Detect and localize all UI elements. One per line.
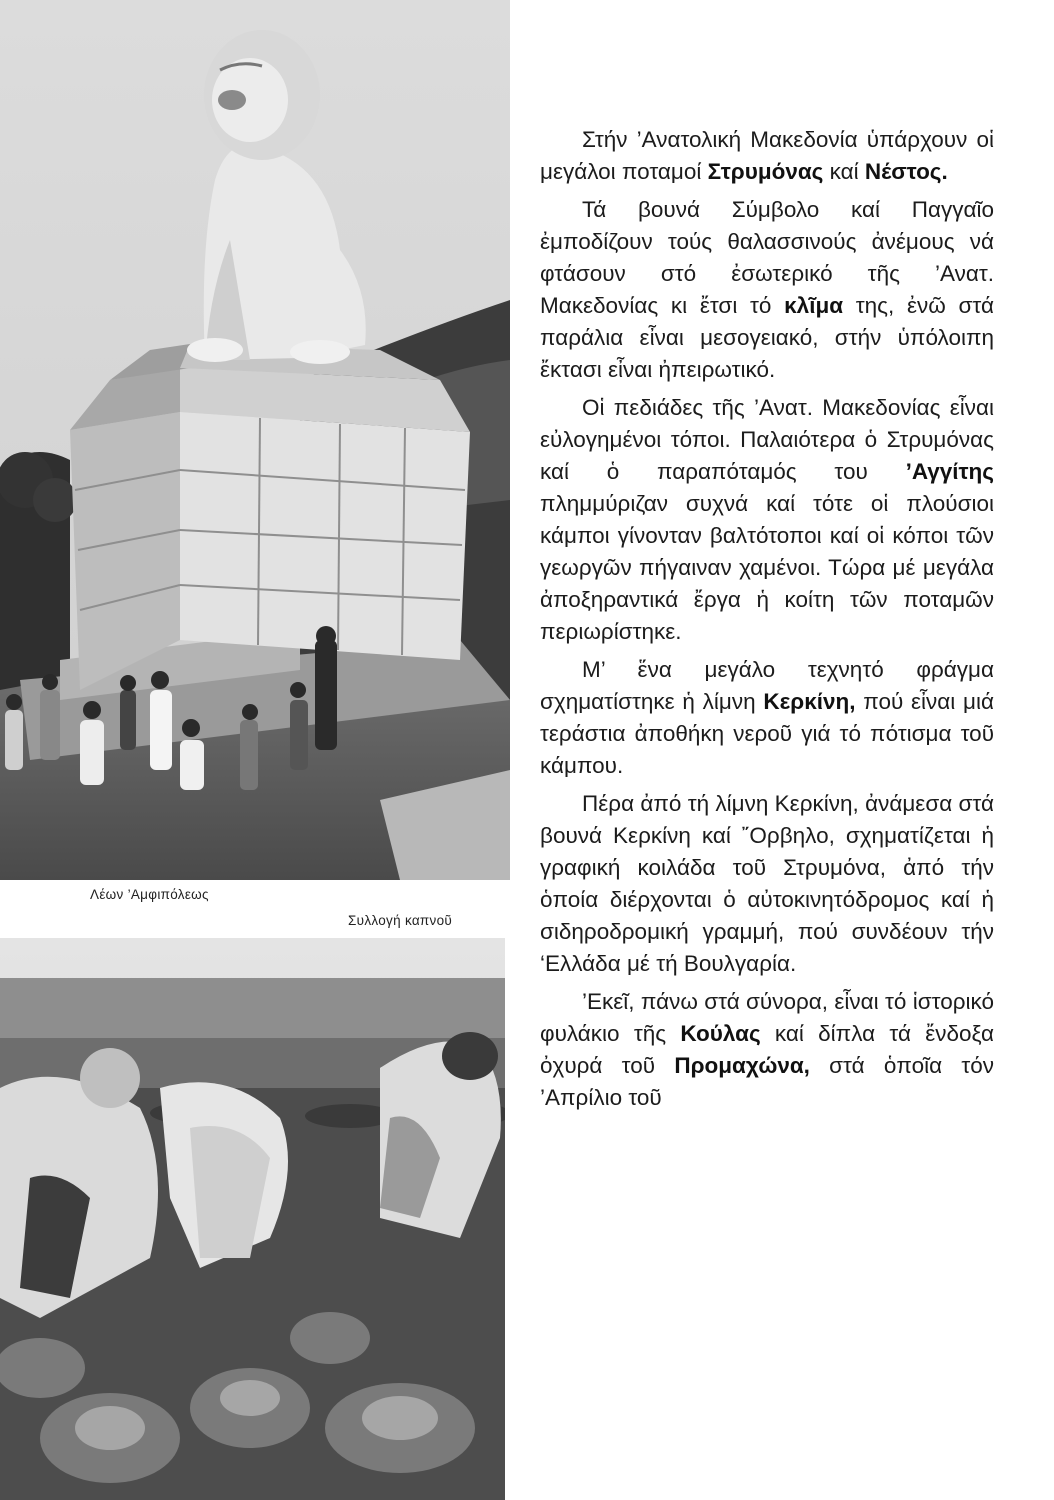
text-segment: στά ὁποῖα τόν ’Απρίλιο τοῦ bbox=[540, 1053, 995, 1110]
article-text bbox=[540, 124, 994, 1120]
lion-photo-caption: Λέων ’Αμφιπόλεως bbox=[90, 887, 209, 902]
text-segment: Στήν ’Ανατολική Μακεδονία ὑπάρχουν οἱ μεγάλοι ποταμοί bbox=[540, 127, 994, 184]
river-strymonas: Στρυμόνας bbox=[707, 159, 824, 184]
text-segment: Τά βουνά Σύμβολο καί Παγγαῖο ἐμποδίζουν τούς θαλασσινούς ἀνέμους νά φτάσουν στό ἐσωτερικό τῆς ’Ανατ. Μακεδονίας κι ἔτσι τό bbox=[540, 197, 994, 318]
text-segment: Μ’ ἕνα μεγάλο τεχνητό φράγμα σχηματίστηκε ἡ λίμνη bbox=[540, 657, 994, 714]
text-segment: της, ἐνῶ στά παράλια εἶναι μεσογειακό, στήν ὑπόλοιπη ἔκτασι εἶναι ἠπειρωτικό. bbox=[540, 293, 994, 382]
tobacco-field-photo bbox=[0, 938, 505, 1500]
paragraph bbox=[540, 986, 994, 1114]
text-segment: Οἱ πεδιάδες τῆς ’Ανατ. Μακεδονίας εἶναι εὐλογημένοι τόποι. Παλαιότερα ὁ Στρυμόνας καί ὁ παραπόταμός του bbox=[540, 395, 994, 484]
text-segment: ’Εκεῖ, πάνω στά σύνορα, εἶναι τό ἱστορικό φυλάκιο τῆς bbox=[540, 989, 994, 1046]
place-koulas: Κούλας bbox=[680, 1021, 761, 1046]
paragraph bbox=[540, 788, 994, 980]
lion-of-amphipolis-photo bbox=[0, 0, 510, 880]
term-klima: κλῖμα bbox=[784, 293, 844, 318]
text-segment: καί δίπλα τά ἔνδοξα ὀχυρά τοῦ bbox=[540, 1021, 994, 1078]
paragraph bbox=[540, 124, 994, 188]
text-segment: πλημμύριζαν συχνά καί τότε οἱ πλούσιοι κάμποι γίνονταν βαλτότοποι καί οἱ κόποι τῶν γεωργῶν πήγαιναν χαμένοι. Τώρα μέ μεγάλα ἀποξηραντικά ἔργα ἡ κοίτη τῶν ποταμῶν περιωρίστηκε. bbox=[540, 491, 994, 644]
paragraph bbox=[540, 194, 994, 386]
river-nestos: Νέστος. bbox=[864, 159, 948, 184]
paragraph bbox=[540, 654, 994, 782]
text-segment: καί bbox=[823, 159, 865, 184]
place-promachonas: Προμαχώνα, bbox=[674, 1053, 810, 1078]
photo-credit: Συλλογή καπνοῦ bbox=[348, 913, 453, 928]
river-aggitis: ’Αγγίτης bbox=[905, 459, 994, 484]
lake-kerkini: Κερκίνη, bbox=[763, 689, 856, 714]
text-segment: πού εἶναι μιά τεράστια ἀποθήκη νεροῦ γιά τό πότισμα τοῦ κάμπου. bbox=[540, 689, 994, 778]
paragraph bbox=[540, 392, 994, 648]
text-segment: Πέρα ἀπό τή λίμνη Κερκίνη, ἀνάμεσα στά βουνά Κερκίνη καί ῎Ορβηλο, σχηματίζεται ἡ γραφική κοιλάδα τοῦ Στρυμόνα, ἀπό τήν ὁποία διέρχονται ὁ αὐτοκινητόδρομος καί ἡ σιδηροδρομική γραμμή, πού συνδέουν τήν ‘Ελλάδα μέ τή Βουλγαρία. bbox=[540, 791, 994, 976]
